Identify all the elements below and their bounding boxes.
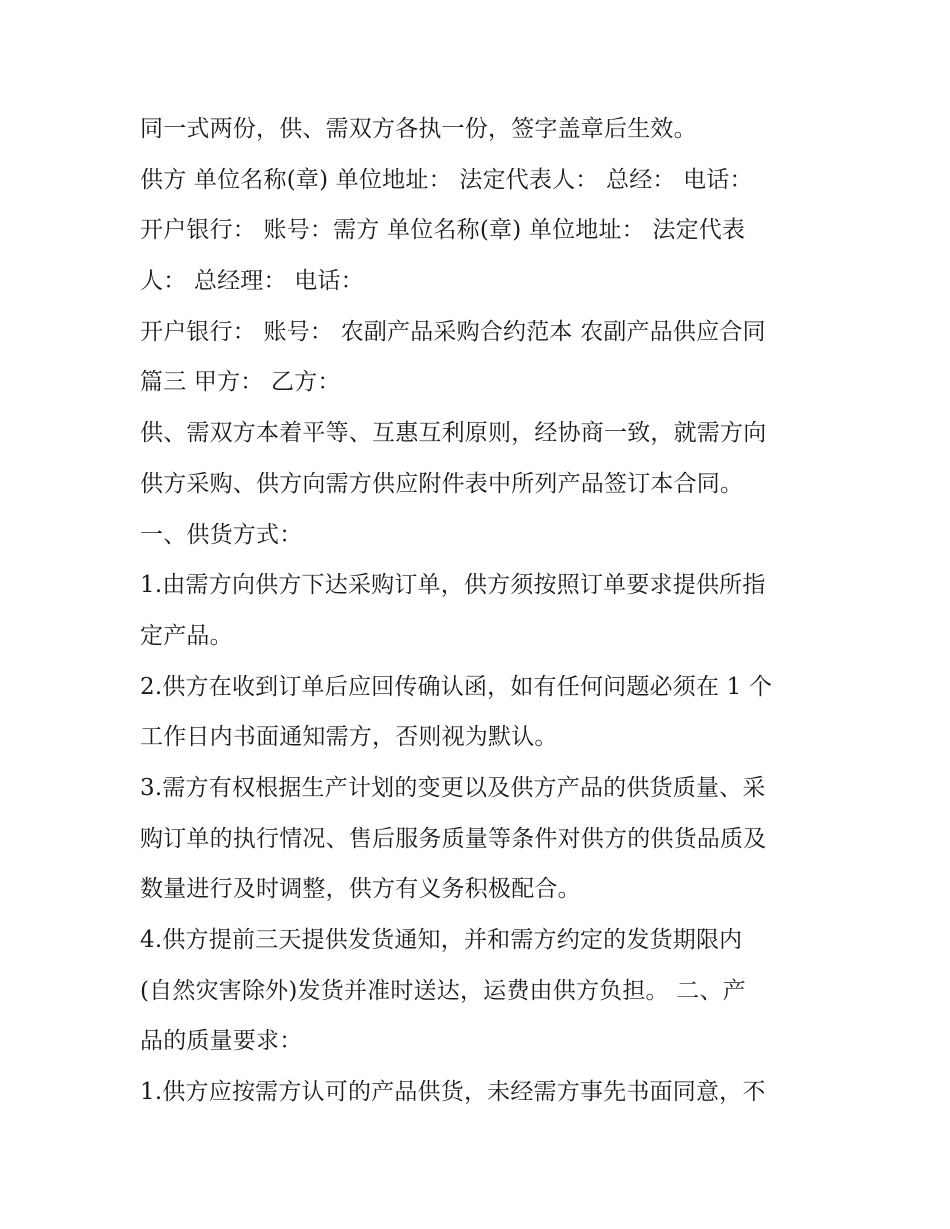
text-line: 篇三 甲方： 乙方： <box>140 369 341 396</box>
text-line: 购订单的执行情况、售后服务质量等条件对供方的供货品质及 <box>140 825 767 852</box>
text-line: 品的质量要求： <box>140 1028 303 1055</box>
section-heading: 一、供货方式： <box>140 521 303 548</box>
text-line: 4.供方提前三天提供发货通知，并和需方约定的发货期限内 <box>140 927 743 953</box>
text-line: 供、需双方本着平等、互惠互利原则，经协商一致，就需方向 <box>140 420 767 447</box>
text-line: 1.供方应按需方认可的产品供货，未经需方事先书面同意，不 <box>140 1079 766 1106</box>
text-line: 同一式两份，供、需双方各执一份，签字盖章后生效。 <box>140 116 697 142</box>
text-line: 供方 单位名称(章) 单位地址： 法定代表人： 总经： 电话： <box>140 166 753 193</box>
text-line: 定产品。 <box>140 622 233 649</box>
text-line: 1.由需方向供方下达采购订单，供方须按照订单要求提供所指 <box>140 572 766 599</box>
text-line: 3.需方有权根据生产计划的变更以及供方产品的供货质量、采 <box>140 774 766 801</box>
text-line: 供方采购、供方向需方供应附件表中所列产品签订本合同。 <box>140 470 744 497</box>
text-line: 2.供方在收到订单后应回传确认函，如有任何问题必须在 1 个 <box>140 673 773 700</box>
text-line: 数量进行及时调整，供方有义务积极配合。 <box>140 876 581 903</box>
text-line: 开户银行： 账号：需方 单位名称(章) 单位地址： 法定代表 <box>140 217 746 244</box>
text-line: 工作日内书面通知需方，否则视为默认。 <box>140 724 558 751</box>
text-line: (自然灾害除外)发货并准时送达，运费由供方负担。 二、产 <box>140 977 746 1004</box>
document-body <box>140 104 830 1118</box>
text-line: 开户银行： 账号： 农副产品采购合约范本 农副产品供应合同 <box>140 318 766 345</box>
text-line: 人： 总经理： 电话： <box>140 268 364 295</box>
